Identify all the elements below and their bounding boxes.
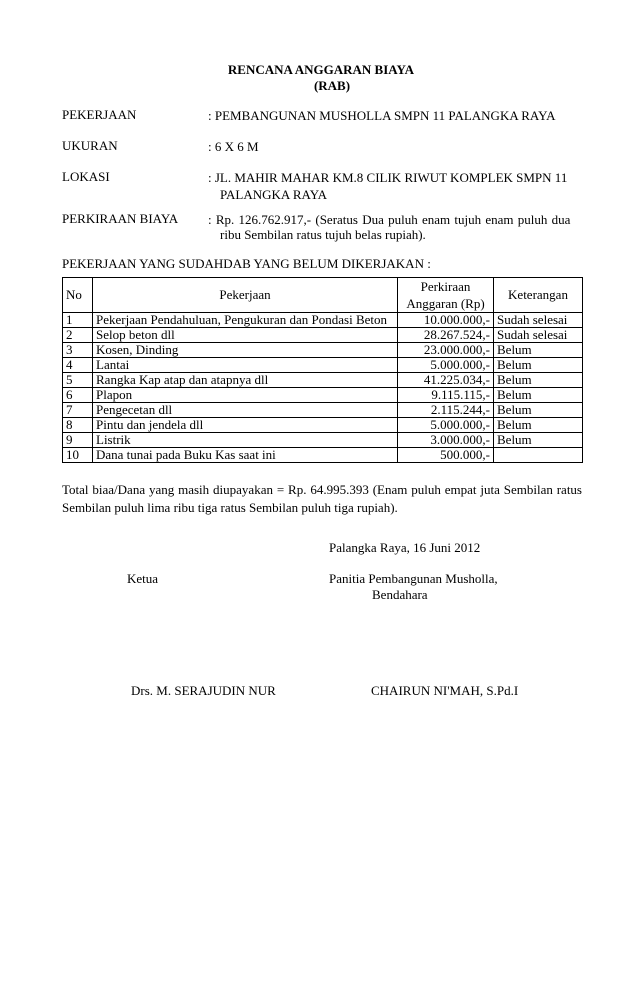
table-row (63, 328, 583, 343)
cell-pekerjaan: Pengecetan dll (93, 403, 398, 418)
cell-keterangan: Belum (494, 418, 583, 433)
document-title: RENCANA ANGGARAN BIAYA (227, 62, 415, 77)
place-date: Palangka Raya, 16 Juni 2012 (329, 540, 481, 555)
cell-anggaran: 10.000.000,- (398, 313, 494, 328)
cell-anggaran: 9.115.115,- (398, 388, 494, 403)
right-signatory-title-line1: Panitia Pembangunan Musholla, (329, 571, 498, 586)
cell-anggaran: 3.000.000,- (398, 433, 494, 448)
table-row (63, 343, 583, 358)
right-signatory-title-line2: Bendahara (372, 587, 428, 602)
table-row (63, 313, 583, 328)
cell-keterangan: Belum (494, 403, 583, 418)
header-anggaran (398, 278, 494, 313)
cell-keterangan: Belum (494, 343, 583, 358)
table-row (63, 403, 583, 418)
section-heading: PEKERJAAN YANG SUDAHDAB YANG BELUM DIKERJAKAN : (62, 256, 431, 271)
cell-no: 4 (63, 358, 93, 373)
cell-no: 10 (63, 448, 93, 463)
cell-pekerjaan: Plapon (93, 388, 398, 403)
cell-anggaran: 5.000.000,- (398, 358, 494, 373)
table-row (63, 433, 583, 448)
field-value-line2: ribu Sembilan ratus tujuh belas rupiah). (220, 227, 426, 242)
header-keterangan: Keterangan (494, 278, 583, 313)
cell-no: 8 (63, 418, 93, 433)
cell-pekerjaan: Dana tunai pada Buku Kas saat ini (93, 448, 398, 463)
cell-pekerjaan: Selop beton dll (93, 328, 398, 343)
total-paragraph: Total biaa/Dana yang masih diupayakan = Rp. 64.995.393 (Enam puluh empat juta Sembilan ratus Sembilan puluh lima ribu tiga ratus Sembilan puluh tiga rupiah). (62, 482, 582, 515)
field-value: : 6 X 6 M (208, 139, 259, 154)
field-label: PERKIRAAN BIAYA (62, 211, 179, 226)
right-signatory-name: CHAIRUN NI'MAH, S.Pd.I (371, 683, 519, 698)
cell-keterangan: Sudah selesai (494, 328, 583, 343)
left-signatory-name: Drs. M. SERAJUDIN NUR (131, 683, 276, 698)
header-anggaran-line1: Perkiraan (420, 279, 471, 294)
cell-keterangan: Belum (494, 388, 583, 403)
cell-no: 1 (63, 313, 93, 328)
cell-pekerjaan: Pekerjaan Pendahuluan, Pengukuran dan Pondasi Beton (93, 313, 398, 328)
field-value-line1: : Rp. 126.762.917,- (Seratus Dua puluh enam tujuh enam puluh dua (208, 212, 571, 227)
cell-anggaran: 28.267.524,- (398, 328, 494, 343)
field-value-line1: : JL. MAHIR MAHAR KM.8 CILIK RIWUT KOMPLEK SMPN 11 (208, 170, 568, 185)
cell-pekerjaan: Listrik (93, 433, 398, 448)
table-row (63, 388, 583, 403)
cell-pekerjaan: Pintu dan jendela dll (93, 418, 398, 433)
field-label: LOKASI (62, 169, 110, 184)
field-value-line2: PALANGKA RAYA (220, 187, 328, 202)
left-signatory-title: Ketua (127, 571, 159, 586)
document-subtitle: (RAB) (313, 78, 351, 93)
header-anggaran-line2: Anggaran (Rp) (406, 296, 485, 311)
cell-pekerjaan: Kosen, Dinding (93, 343, 398, 358)
cell-no: 6 (63, 388, 93, 403)
cell-pekerjaan: Rangka Kap atap dan atapnya dll (93, 373, 398, 388)
cell-no: 2 (63, 328, 93, 343)
cell-anggaran: 2.115.244,- (398, 403, 494, 418)
cell-no: 7 (63, 403, 93, 418)
field-label: UKURAN (62, 138, 118, 153)
cell-no: 5 (63, 373, 93, 388)
table-row (63, 418, 583, 433)
cell-keterangan: Belum (494, 433, 583, 448)
cell-anggaran: 500.000,- (398, 448, 494, 463)
cell-no: 9 (63, 433, 93, 448)
field-label: PEKERJAAN (62, 107, 137, 122)
rab-table (62, 277, 583, 463)
table-row (63, 373, 583, 388)
cell-no: 3 (63, 343, 93, 358)
cell-keterangan: Belum (494, 373, 583, 388)
table-row (63, 358, 583, 373)
cell-anggaran: 23.000.000,- (398, 343, 494, 358)
cell-pekerjaan: Lantai (93, 358, 398, 373)
cell-keterangan: Sudah selesai (494, 313, 583, 328)
cell-anggaran: 41.225.034,- (398, 373, 494, 388)
header-pekerjaan: Pekerjaan (93, 278, 398, 313)
cell-anggaran: 5.000.000,- (398, 418, 494, 433)
table-header-row (63, 278, 583, 313)
table-row (63, 448, 583, 463)
header-no: No (63, 278, 93, 313)
field-value: : PEMBANGUNAN MUSHOLLA SMPN 11 PALANGKA RAYA (208, 108, 556, 123)
cell-keterangan (494, 448, 583, 463)
cell-keterangan: Belum (494, 358, 583, 373)
